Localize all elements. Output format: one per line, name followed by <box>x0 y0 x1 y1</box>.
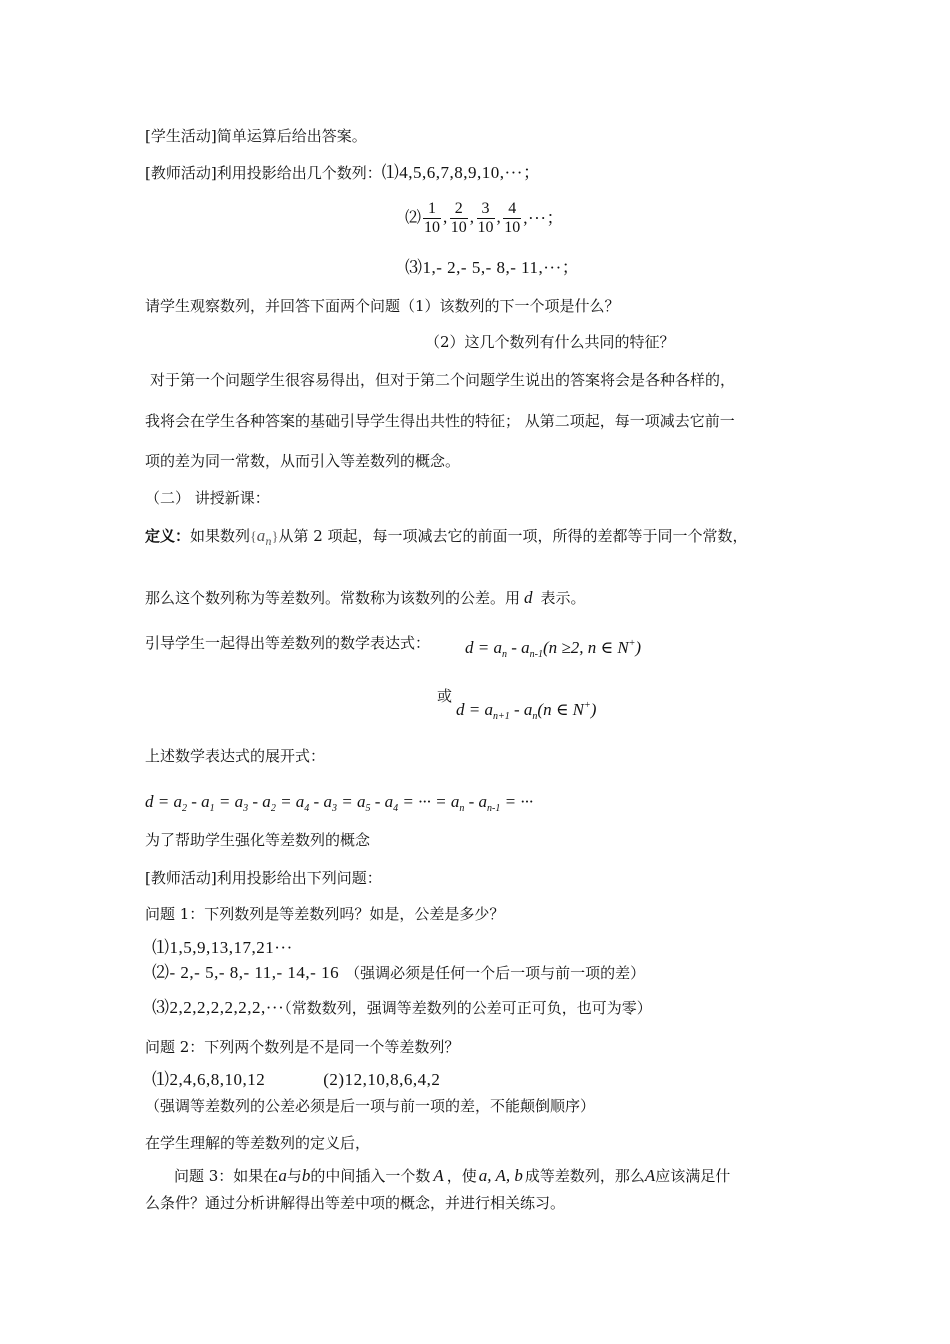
q3-var-A: A <box>433 1166 444 1185</box>
exp-s3b: 3 <box>331 803 337 814</box>
exp-eq3: = a <box>336 792 366 811</box>
exp-m5: - a <box>464 792 487 811</box>
fraction-2-num: 2 <box>450 200 468 219</box>
expansion-formula <box>145 792 533 819</box>
formula-1-a: d = a <box>465 638 502 657</box>
sequence-2-tail: ,···； <box>523 208 564 228</box>
exp-s2b: 2 <box>270 803 276 814</box>
q3-text-e: 成等差数列，那么 <box>524 1167 645 1185</box>
formula-1-mid: - a <box>506 638 530 657</box>
symbol-d: d <box>524 588 533 607</box>
question-3-line-1 <box>174 1166 730 1186</box>
exp-eq2: = a <box>275 792 305 811</box>
para-line-1: 对于第一个问题学生很容易得出，但对于第二个问题学生说出的答案将会是各种各样的， <box>150 371 736 389</box>
question-2: 问题 2：下列两个数列是不是同一个等差数列？ <box>145 1038 460 1056</box>
definition-line-2 <box>145 588 586 608</box>
question-3-line-2: 么条件？通过分析讲解得出等差中项的概念，并进行相关练习。 <box>145 1194 566 1212</box>
q3-var-b: b <box>301 1166 311 1185</box>
q1-sequence-3-note: （常数数列，强调等差数列的公差可正可负，也可为零） <box>284 999 652 1017</box>
formula-2-end: ) <box>590 700 597 719</box>
expansion-intro: 上述数学表达式的展开式： <box>145 747 326 765</box>
exp-dots: = ··· = a <box>398 792 460 811</box>
sequence-1: ⑴4,5,6,7,8,9,10,···； <box>381 163 541 182</box>
formula-1-end: ) <box>635 638 642 657</box>
formula-2 <box>456 696 596 727</box>
exp-s4: 4 <box>304 803 310 814</box>
para-line-2: 我将会在学生各种答案的基础引导学生得出共性的特征； 从第二项起，每一项减去它前一 <box>145 412 735 430</box>
formula-2-sub1: n+1 <box>492 711 510 722</box>
reinforce-line: 为了帮助学生强化等差数列的概念 <box>145 831 371 849</box>
formula-1-sup: + <box>628 638 636 649</box>
sequence-2: ⑵ $\frac{1}{10}$ , $\frac{2}{10}$ , $\frac{3}{10}$ , $\frac{4}{10}$ ,···； <box>405 200 564 236</box>
expression-intro-text: 引导学生一起得出等差数列的数学表达式： <box>145 634 431 652</box>
q1-sequence-1: ⑴1,5,9,13,17,21··· <box>152 938 293 957</box>
fraction-4 <box>503 200 521 237</box>
formula-2-sup: + <box>584 700 591 711</box>
exp-s1: 1 <box>209 803 215 814</box>
formula-2-tail: (n ∈ N <box>537 700 584 719</box>
formula-1-sub2: n-1 <box>529 649 543 660</box>
q2-sequences <box>152 1070 440 1090</box>
q3-var-aAb: a, A, b <box>478 1166 523 1185</box>
sequence-an-sub: n <box>265 537 272 548</box>
exp-s4b: 4 <box>393 803 399 814</box>
formula-1-tail: (n ≥2, n ∈ N <box>543 638 629 657</box>
fraction-3-num: 3 <box>477 200 495 219</box>
line-student-activity: [学生活动]简单运算后给出答案。 <box>145 127 367 145</box>
formula-2-a: d = a <box>456 700 493 719</box>
line-question-2: （2）这几个数列有什么共同的特征？ <box>425 333 675 351</box>
definition-label: 定义： <box>145 527 191 545</box>
fraction-1-num: 1 <box>423 200 441 219</box>
exp-s5: 5 <box>365 803 371 814</box>
after-definition: 在学生理解的等差数列的定义后， <box>145 1134 371 1152</box>
fraction-1 <box>423 200 441 237</box>
fraction-2-den: 10 <box>450 219 467 236</box>
exp-m1: - a <box>186 792 210 811</box>
q1-sequence-2 <box>152 963 645 983</box>
q1-sequence-2-note: （强调必须是任何一个后一项与前一项的差） <box>345 964 646 982</box>
exp-s2: 2 <box>181 803 187 814</box>
para-line-3: 项的差为同一常数，从而引入等差数列的概念。 <box>145 452 461 470</box>
q2-sequence-1: ⑴2,4,6,8,10,12 <box>152 1070 266 1089</box>
exp-end: = ··· <box>500 792 534 811</box>
exp-sn1: n-1 <box>487 803 501 814</box>
exp-d: d = a <box>145 792 182 811</box>
definition-text-a: 如果数列 <box>190 527 251 545</box>
q2-note: （强调等差数列的公差必须是后一项与前一项的差，不能颠倒顺序） <box>145 1097 596 1115</box>
q3-text-a: 问题 3：如果在 <box>174 1167 279 1185</box>
q1-sequence-3 <box>152 998 652 1018</box>
teacher-activity-2: [教师活动]利用投影给出下列问题： <box>145 869 382 887</box>
line-question-prompt: 请学生观察数列，并回答下面两个问题（1）该数列的下一个项是什么？ <box>145 297 620 315</box>
teacher-activity-label: [教师活动]利用投影给出几个数列： <box>145 164 382 182</box>
exp-m4: - a <box>370 792 394 811</box>
q3-text-c: 的中间插入一个数 <box>310 1167 431 1185</box>
line-teacher-activity-1 <box>145 163 540 183</box>
q3-text-f: 应该满足什 <box>655 1167 731 1185</box>
exp-eq1: = a <box>214 792 244 811</box>
fraction-4-num: 4 <box>503 200 521 219</box>
q1-sequence-3-values: ⑶2,2,2,2,2,2,2,··· <box>152 998 285 1017</box>
fraction-3-den: 10 <box>477 219 494 236</box>
question-1: 问题 1：下列数列是等差数列吗？如是，公差是多少？ <box>145 905 505 923</box>
fraction-1-den: 10 <box>424 219 441 236</box>
exp-m2: - a <box>248 792 271 811</box>
q2-sequence-2: (2)12,10,8,6,4,2 <box>323 1070 441 1089</box>
fraction-4-den: 10 <box>504 219 521 236</box>
exp-m3: - a <box>309 792 332 811</box>
q3-text-d: ，使 <box>446 1167 477 1185</box>
q3-var-a: a <box>278 1166 287 1185</box>
q1-sequence-2-values: ⑵- 2,- 5,- 8,- 11,- 14,- 16 <box>152 963 340 982</box>
sequence-2-index: ⑵ <box>405 209 422 227</box>
formula-2-sub2: n <box>532 711 538 722</box>
definition-text-b: 从第 2 项起，每一项减去它的前面一项，所得的差都等于同一个常数， <box>278 527 748 545</box>
q3-text-b: 与 <box>286 1167 302 1185</box>
formula-1-sub1: n <box>501 649 507 660</box>
section-heading: （二） 讲授新课： <box>145 489 270 507</box>
definition-text-c: 那么这个数列称为等差数列。常数称为该数列的公差。用 <box>145 589 521 607</box>
definition-line-1: 定义：如果数列$\{a_n\}$从第 2 项起，每一项减去它的前面一项，所得的差都等于同一个常数， <box>145 526 748 548</box>
fraction-3 <box>477 200 495 237</box>
definition-text-d: 表示。 <box>540 589 586 607</box>
exp-s3: 3 <box>243 803 249 814</box>
sequence-an: a <box>256 526 266 545</box>
formula-2-mid: - a <box>509 700 533 719</box>
q3-var-A-2: A <box>644 1166 656 1185</box>
formula-1 <box>465 634 641 665</box>
expression-intro <box>145 633 430 653</box>
fraction-2 <box>450 200 468 237</box>
exp-sn: n <box>459 803 465 814</box>
sequence-3: ⑶1,- 2,- 5,- 8,- 11,···； <box>405 258 580 277</box>
or-label: 或 <box>437 687 453 705</box>
